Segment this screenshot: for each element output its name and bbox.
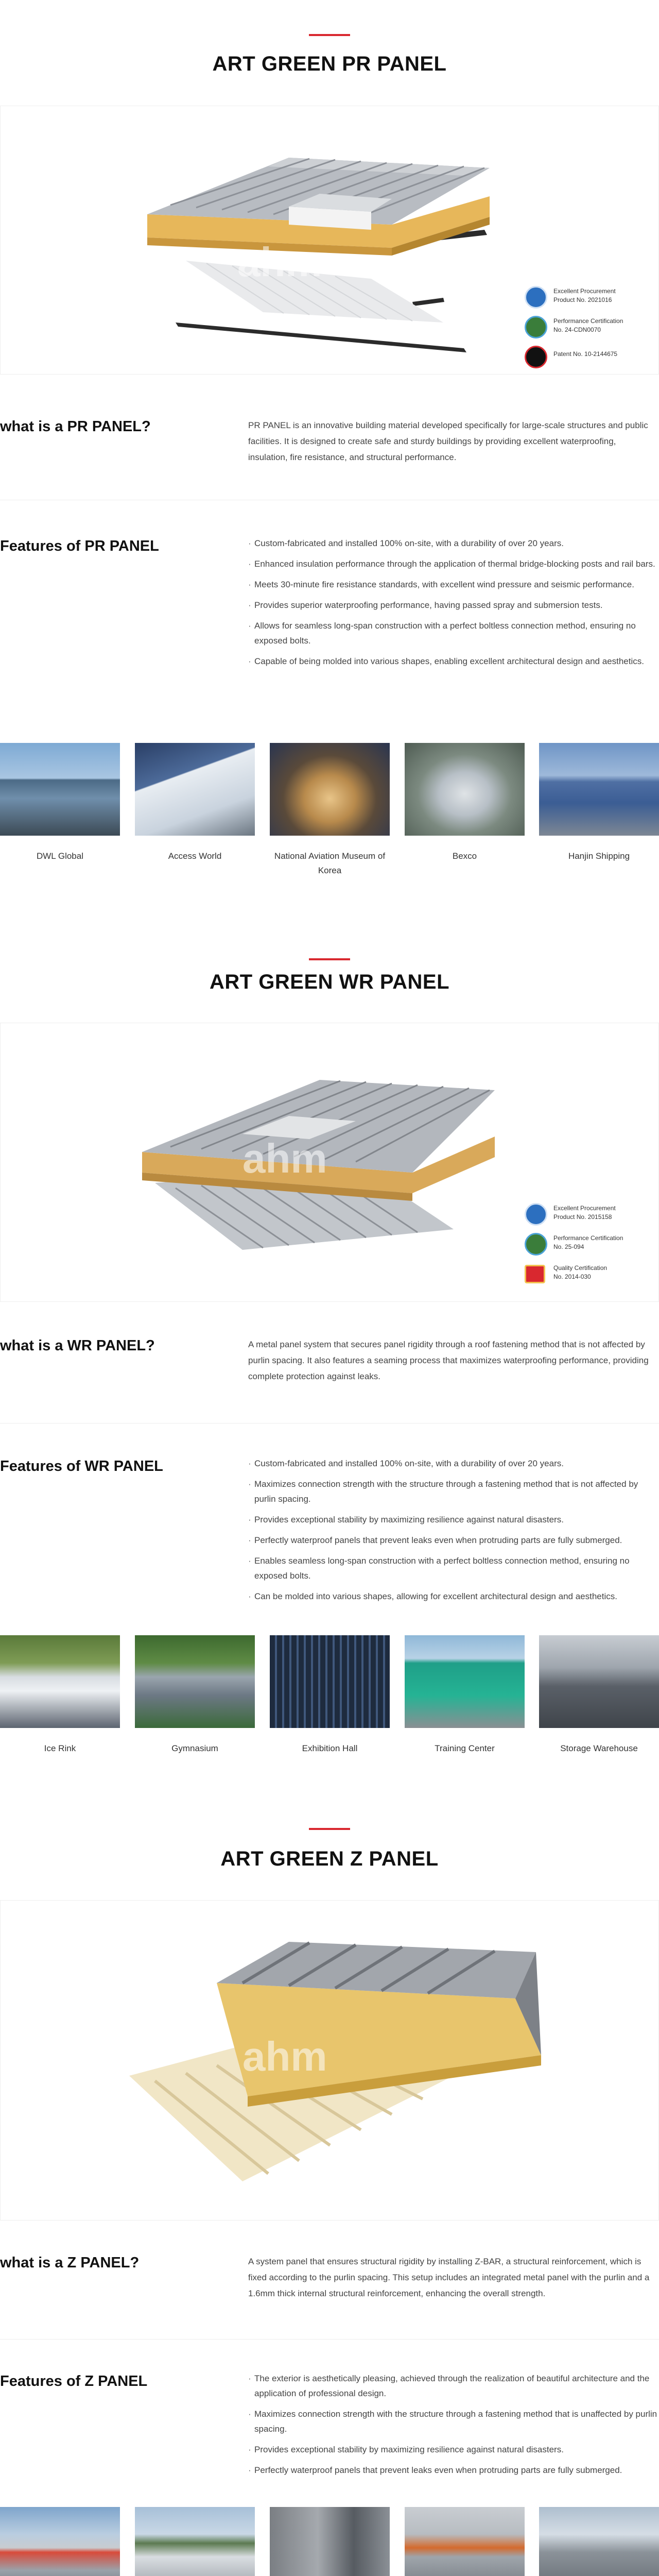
project-photo [270,743,390,836]
badge-line1: Quality Certification [553,1264,608,1272]
project-photo [135,2507,255,2576]
badge-line1: Performance Certification [553,317,623,325]
gallery-caption: Exhibition Hall [302,1743,358,1753]
gallery-item[interactable] [405,1635,525,1756]
z-features-list [248,2371,658,2483]
project-photo [539,743,659,836]
gallery-item[interactable] [0,2507,120,2576]
badge-line1: Excellent Procurement [553,1205,616,1212]
z-product-image [0,1900,659,2221]
gallery-caption: Access World [168,851,222,861]
wr-product-image [0,1023,659,1302]
project-photo [539,2507,659,2576]
z-what-text: A system panel that ensures structural rigidity by installing Z-BAR, a structural reinforcement, which is fixed according to the purlin spacing. This setup includes an integrated metal panel with the purlin and a 1.6mm thick internal structural reinforcement, enhancing the overall strength. [248,2257,650,2298]
feature-item: · Capable of being molded into various shapes, enabling excellent architectural design and aesthetics. [248,654,658,669]
project-photo [0,743,120,836]
feature-item: · Perfectly waterproof panels that prevent leaks even when protruding parts are fully submerged. [248,2463,658,2478]
z-what-heading: what is a Z PANEL? [0,2255,140,2271]
feature-item: · The exterior is aesthetically pleasing, achieved through the realization of beautiful architecture and the application of professional design. [248,2371,658,2401]
badge-line2: Product No. 2015158 [553,1213,612,1221]
feature-item: · Provides exceptional stability by maximizing resilience against natural disasters. [248,1512,658,1527]
patent-badge [525,344,638,367]
feature-item: · Enables seamless long-span construction with a perfect boltless connection method, ensuring no exposed bolts. [248,1553,658,1583]
procurement-badge-icon [525,1203,547,1226]
badge-line2: No. 25-094 [553,1243,584,1250]
gallery-caption: Ice Rink [44,1743,76,1753]
gallery-item[interactable] [539,2507,659,2576]
gallery-item[interactable] [539,743,659,863]
watermark-logo: ahm [242,2033,327,2079]
badge-line2: No. 24-CDN0070 [553,326,601,333]
gallery-item[interactable] [135,2507,255,2576]
feature-item: · Can be molded into various shapes, allowing for excellent architectural design and aesthetics. [248,1589,658,1604]
project-photo [405,2507,525,2576]
gallery-item[interactable] [270,2507,390,2576]
watermark-logo: ahm [237,239,322,285]
pr-features-heading: Features of PR PANEL [0,538,159,554]
feature-item: · Custom-fabricated and installed 100% on-site, with a durability of over 20 years. [248,536,658,551]
feature-item: · Perfectly waterproof panels that prevent leaks even when protruding parts are fully submerged. [248,1533,658,1548]
wr-what-text: A metal panel system that secures panel rigidity through a roof fastening method that is not affected by purlin spacing. It also features a seaming process that maximizes waterproofing performance, providing complete protection against leaks. [248,1340,649,1381]
badge-line1: Excellent Procurement [553,287,616,295]
quality-badge [525,1261,638,1284]
feature-item: · Allows for seamless long-span construction with a perfect boltless connection method, ensuring no exposed bolts. [248,618,658,648]
gallery-item[interactable] [405,2507,525,2576]
gallery-caption: Training Center [435,1743,495,1753]
pr-what-heading: what is a PR PANEL? [0,418,151,435]
pr-section-title: ART GREEN PR PANEL [212,53,447,75]
patent-badge-icon [525,346,547,368]
pr-features-list [248,536,658,674]
wr-certification-badges [525,1201,638,1291]
divider [0,2339,659,2340]
performance-cert-badge-icon [525,1233,547,1256]
pr-what-text: PR PANEL is an innovative building material developed specifically for large-scale structures and public facilities. It is designed to create safe and sturdy buildings by providing excellent waterproofing, insulation, fire resistance, and structural performance. [248,420,648,462]
quality-cert-badge-icon [525,1265,545,1283]
z-project-gallery [0,2507,659,2576]
project-photo [135,1635,255,1728]
performance-cert-badge-icon [525,316,547,338]
badge-line2: No. 2014-030 [553,1273,591,1280]
gallery-caption: National Aviation Museum of Korea [274,851,386,875]
badge-line1: Patent No. 10-2144675 [553,350,618,358]
gallery-item[interactable] [270,743,390,878]
gallery-item[interactable] [0,1635,120,1756]
project-photo [270,2507,390,2576]
gallery-caption: Gymnasium [171,1743,218,1753]
watermark-logo: ahm [242,1136,327,1181]
gallery-caption: DWL Global [36,851,83,861]
project-photo [270,1635,390,1728]
badge-line1: Performance Certification [553,1234,623,1242]
pr-project-gallery [0,743,659,875]
pr-certification-badges [525,284,638,374]
feature-item: · Maximizes connection strength with the structure through a fastening method that is not affected by purlin spacing. [248,1477,658,1506]
gallery-caption: Bexco [452,851,477,861]
gallery-item[interactable] [135,743,255,863]
feature-item: · Enhanced insulation performance through the application of thermal bridge-blocking posts and rail bars. [248,556,658,571]
pr-product-image [0,106,659,375]
feature-item: · Provides superior waterproofing performance, having passed spray and submersion tests. [248,598,658,613]
badge-line2: Product No. 2021016 [553,296,612,303]
gallery-item[interactable] [135,1635,255,1756]
z-section-title: ART GREEN Z PANEL [220,1848,439,1870]
gallery-item[interactable] [0,743,120,863]
feature-item: · Provides exceptional stability by maximizing resilience against natural disasters. [248,2442,658,2457]
procurement-badge [525,1201,638,1225]
project-photo [0,2507,120,2576]
wr-features-list [248,1456,658,1609]
performance-badge [525,1231,638,1255]
wr-features-heading: Features of WR PANEL [0,1458,163,1475]
z-features-heading: Features of Z PANEL [0,2373,148,2389]
feature-item: · Maximizes connection strength with the structure through a fastening method that is unaffected by purlin spacing. [248,2406,658,2436]
gallery-caption: Storage Warehouse [560,1743,638,1753]
section-accent-line [309,958,350,960]
feature-item: · Custom-fabricated and installed 100% on-site, with a durability of over 20 years. [248,1456,658,1471]
gallery-item[interactable] [405,743,525,863]
wr-project-gallery [0,1635,659,1759]
z-panel-illustration [1,1901,658,2220]
project-photo [405,1635,525,1728]
procurement-badge-icon [525,286,547,309]
performance-badge [525,314,638,337]
project-photo [539,1635,659,1728]
section-accent-line [309,34,350,36]
project-photo [135,743,255,836]
gallery-caption: Hanjin Shipping [568,851,630,861]
gallery-item[interactable] [270,1635,390,1756]
wr-section-title: ART GREEN WR PANEL [209,971,450,993]
gallery-item[interactable] [539,1635,659,1756]
feature-item: · Meets 30-minute fire resistance standards, with excellent wind pressure and seismic performance. [248,577,658,592]
project-photo [0,1635,120,1728]
project-photo [405,743,525,836]
wr-what-heading: what is a WR PANEL? [0,1337,155,1354]
procurement-badge [525,284,638,308]
section-accent-line [309,1828,350,1830]
